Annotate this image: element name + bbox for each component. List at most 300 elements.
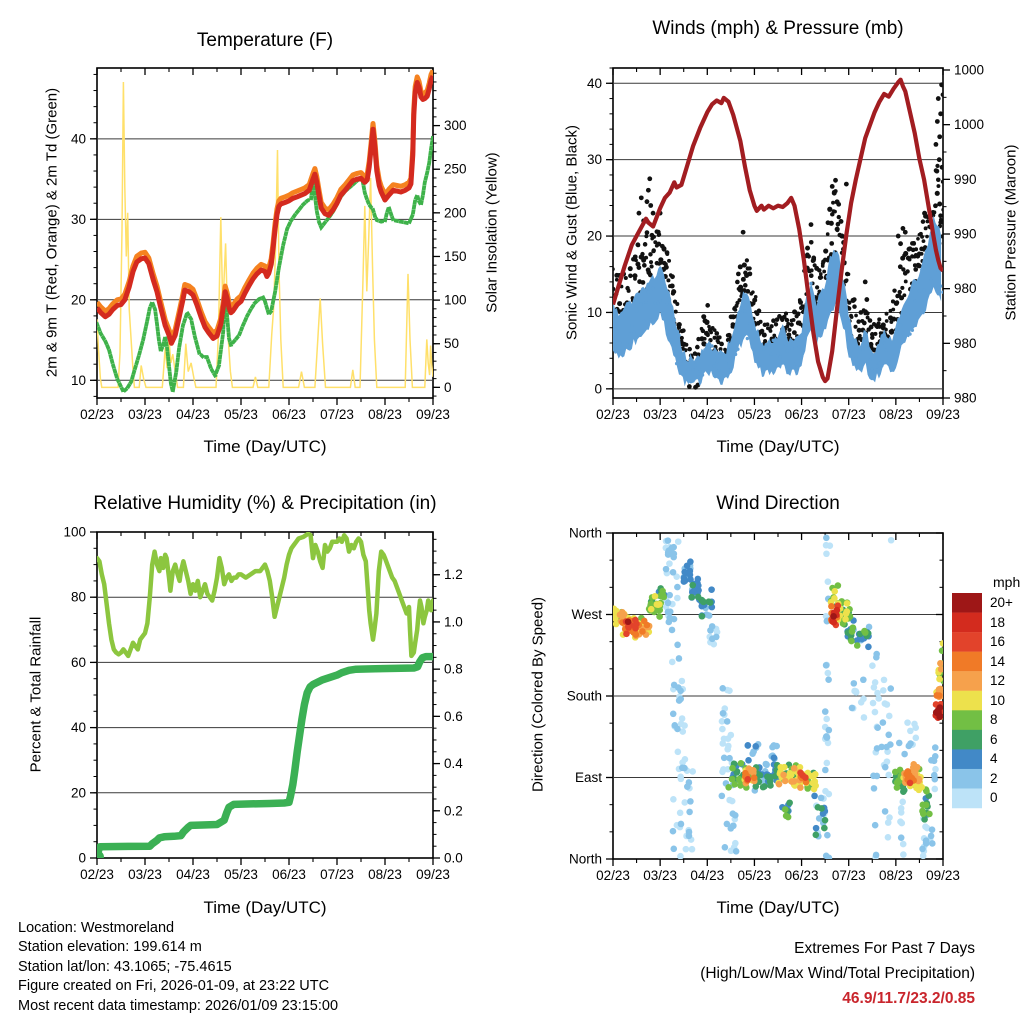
sonic-wind-dot <box>875 365 878 368</box>
wind-direction-dot <box>749 750 756 757</box>
rh-yr-ticklabel: 0.8 <box>444 661 463 677</box>
wind-direction-dot <box>767 782 774 789</box>
colorbar-block <box>952 691 982 711</box>
wind-direction-dot <box>633 631 640 638</box>
gust-outlier-dot <box>830 184 835 189</box>
gust-dot <box>743 283 748 288</box>
gust-dot <box>865 311 869 315</box>
wind-direction-dot <box>713 634 720 641</box>
gust-dot <box>787 328 791 332</box>
wind-direction-dot <box>898 809 905 816</box>
wind-direction-dot <box>760 784 767 791</box>
gust-dot <box>758 320 762 324</box>
gust-dot <box>695 345 700 350</box>
sonic-wind-dot <box>920 268 923 271</box>
gust-outlier-dot <box>844 182 849 187</box>
wind-direction-dot <box>683 846 690 853</box>
gust-outlier-dot <box>937 134 942 139</box>
gust-dot <box>916 237 920 241</box>
gust-dot <box>902 293 906 297</box>
wind-direction-dot <box>871 684 878 691</box>
gust-dot <box>617 301 622 306</box>
gust-dot <box>891 308 895 312</box>
wind-direction-dot <box>923 840 930 847</box>
sonic-wind-dot <box>684 370 687 373</box>
gust-dot <box>845 278 849 282</box>
rh-y-ticklabel: 20 <box>70 785 86 801</box>
gust-dot <box>674 310 678 314</box>
colorbar-block <box>952 749 982 769</box>
sonic-wind-dot <box>835 273 838 276</box>
wind-direction-dot <box>858 699 865 706</box>
wind-direction-dot <box>823 542 830 549</box>
gust-dot <box>936 177 941 182</box>
sonic-wind-dot <box>717 369 720 372</box>
wind-direction-dot <box>823 550 830 557</box>
wind-direction-dot <box>802 774 809 781</box>
sonic-wind-dot <box>899 323 902 326</box>
wdir-y-ticklabel: East <box>574 770 602 785</box>
wind-direction-dot <box>666 560 673 567</box>
gust-dot <box>913 267 918 272</box>
sonic-wind-dot <box>816 332 819 335</box>
gust-dot <box>670 283 675 288</box>
colorbar-label: 2 <box>990 770 998 786</box>
sonic-wind-dot <box>828 308 831 311</box>
wdir-y-ticklabel: North <box>568 525 602 541</box>
gust-dot <box>939 218 943 222</box>
wind-direction-dot <box>900 841 907 848</box>
sonic-wind-dot <box>894 338 897 341</box>
wind-direction-dot <box>763 761 770 768</box>
gust-dot <box>810 268 814 272</box>
wdir-y-ticklabel: North <box>568 851 602 867</box>
sonic-wind-dot <box>859 350 862 353</box>
wind-direction-dot <box>666 592 673 599</box>
wind-direction-dot <box>882 700 889 707</box>
wind-direction-dot <box>733 848 740 855</box>
gust-dot <box>632 273 637 278</box>
colorbar-block <box>952 789 982 809</box>
wind-direction-dot <box>831 588 838 595</box>
wind-direction-dot <box>670 846 677 853</box>
winds-x-ticklabel: 06/23 <box>784 407 819 422</box>
wind-direction-dot <box>688 594 695 601</box>
colorbar-label: 4 <box>990 751 998 767</box>
sonic-wind-dot <box>691 368 694 371</box>
wind-direction-dot <box>887 685 894 692</box>
colorbar-label: 14 <box>990 653 1006 669</box>
gust-dot <box>829 241 834 246</box>
wind-direction-dot <box>904 719 911 726</box>
wind-direction-dot <box>665 600 672 607</box>
gust-dot <box>920 252 924 256</box>
sonic-wind-dot <box>892 355 895 358</box>
gust-dot <box>856 319 861 324</box>
gust-dot <box>751 290 755 294</box>
gust-dot <box>925 235 929 239</box>
gust-dot <box>766 322 770 326</box>
gust-dot <box>921 219 925 223</box>
wdir-y-ticklabel: West <box>571 607 602 622</box>
rh-y-ticklabel: 100 <box>63 524 86 540</box>
sonic-wind-dot <box>673 318 676 321</box>
wind-direction-dot <box>842 616 849 623</box>
gust-dot <box>821 262 825 266</box>
wind-direction-dot <box>822 788 829 795</box>
wind-direction-dot <box>720 710 727 717</box>
sonic-wind-dot <box>913 299 916 302</box>
sonic-wind-dot <box>779 355 782 358</box>
wind-direction-dot <box>652 593 659 600</box>
wind-direction-dot <box>813 832 820 839</box>
sonic-wind-dot <box>703 348 706 351</box>
wind-direction-dot <box>931 776 938 783</box>
sonic-wind-dot <box>729 368 732 371</box>
extremes-title: Extremes For Past 7 Days <box>794 940 975 957</box>
wind-direction-dot <box>684 562 691 569</box>
extremes-values: 46.9/11.7/23.2/0.85 <box>842 990 975 1007</box>
wind-direction-dot <box>791 765 798 772</box>
sonic-wind-dot <box>663 284 666 287</box>
gust-dot <box>847 272 851 276</box>
sonic-wind-dot <box>842 299 845 302</box>
wind-direction-dot <box>730 810 737 817</box>
sonic-wind-dot <box>760 343 763 346</box>
wind-direction-dot <box>825 670 832 677</box>
wind-direction-dot <box>913 735 920 742</box>
wind-direction-dot <box>670 796 677 803</box>
sonic-wind-dot <box>630 324 633 327</box>
gust-dot <box>854 314 858 318</box>
sonic-wind-dot <box>722 372 725 375</box>
wind-direction-dot <box>900 851 907 858</box>
wind-direction-dot <box>898 820 905 827</box>
gust-dot <box>938 213 943 218</box>
station-latlon: Station lat/lon: 43.1065; -75.4615 <box>18 958 232 975</box>
gust-dot <box>885 312 889 316</box>
wind-direction-dot <box>873 651 880 658</box>
sonic-wind-dot <box>887 359 890 362</box>
wind-direction-dot <box>882 808 889 815</box>
gust-dot <box>737 298 741 302</box>
colorbar-block <box>952 710 982 730</box>
sonic-wind-dot <box>724 361 727 364</box>
winds-yr-ticklabel: 980 <box>954 335 977 351</box>
temperature-y-ticklabel: 40 <box>70 131 86 147</box>
sonic-wind-dot <box>911 329 914 332</box>
sonic-wind-dot <box>644 301 647 304</box>
wind-direction-dot <box>676 655 683 662</box>
wind-direction-dot <box>776 781 783 788</box>
sonic-wind-dot <box>642 319 645 322</box>
station-elevation: Station elevation: 199.614 m <box>18 939 202 956</box>
wind-direction-dot <box>826 855 833 862</box>
sonic-wind-dot <box>694 363 697 366</box>
wind-direction-dot <box>729 765 736 772</box>
gust-dot <box>650 264 654 268</box>
sonic-wind-dot <box>640 302 643 305</box>
gust-dot <box>827 207 832 212</box>
sonic-wind-dot <box>901 332 904 335</box>
temperature-x-ticklabel: 06/23 <box>272 407 306 422</box>
wind-direction-dot <box>928 757 935 764</box>
wind-direction-dot <box>936 676 943 683</box>
wind-direction-dot <box>619 609 626 616</box>
wind-direction-dot <box>751 775 758 782</box>
gust-dot <box>628 266 633 271</box>
gust-dot <box>769 324 773 328</box>
gust-dot <box>664 262 668 266</box>
sonic-wind-dot <box>880 364 883 367</box>
wind-direction-dot <box>931 786 938 793</box>
wind-direction-dot <box>830 613 837 620</box>
wind-direction-dot <box>767 774 774 781</box>
winds-yr-ticklabel: 990 <box>954 226 977 242</box>
data-timestamp: Most recent data timestamp: 2026/01/09 23:15:00 <box>18 997 339 1014</box>
gust-dot <box>735 280 740 285</box>
temperature-frame <box>97 68 433 398</box>
temperature-y-ticklabel: 20 <box>70 292 86 308</box>
wind-direction-dot <box>625 618 632 625</box>
wind-direction-dot <box>899 799 906 806</box>
gust-outlier-dot <box>646 188 651 193</box>
rh-yr-ticklabel: 1.2 <box>444 567 463 583</box>
wdir-x-ticklabel: 09/23 <box>926 868 960 883</box>
xaxis-label-rh-precip: Time (Day/UTC) <box>203 898 327 917</box>
gust-outlier-dot <box>937 157 942 162</box>
wind-direction-dot <box>822 767 829 774</box>
gust-dot <box>667 259 671 263</box>
sonic-wind-dot <box>849 349 852 352</box>
rh-yr-ticklabel: 0.4 <box>444 756 463 772</box>
wind-direction-dot <box>905 743 912 750</box>
wind-direction-dot <box>812 782 819 789</box>
sonic-wind-dot <box>647 290 650 293</box>
sonic-wind-dot <box>821 298 824 301</box>
temperature-yr-ticklabel: 0 <box>444 379 452 395</box>
gust-dot <box>811 256 816 261</box>
gust-dot <box>892 288 896 292</box>
gust-dot <box>852 297 857 302</box>
temperature-yr-ticklabel: 100 <box>444 292 467 308</box>
wind-direction-dot <box>824 734 831 741</box>
sonic-wind-dot <box>882 341 885 344</box>
wind-direction-dot <box>666 615 673 622</box>
sonic-wind-dot <box>666 302 669 305</box>
temperature-x-ticklabel: 09/23 <box>416 407 450 422</box>
wind-direction-dot <box>936 714 943 721</box>
wind-direction-dot <box>689 582 696 589</box>
sonic-wind-dot <box>635 310 638 313</box>
sonic-wind-dot <box>915 312 918 315</box>
gust-outlier-dot <box>639 195 644 200</box>
wind-direction-dot <box>660 592 667 599</box>
wind-direction-dot <box>729 798 736 805</box>
gust-dot <box>817 268 821 272</box>
gust-outlier-dot <box>863 279 868 284</box>
yaxis-label-wind-left: Sonic Wind & Gust (Blue, Black) <box>563 124 581 341</box>
wind-direction-dot <box>939 647 946 654</box>
wind-direction-dot <box>686 829 693 836</box>
wind-direction-dot <box>870 773 877 780</box>
wind-direction-dot <box>671 722 678 729</box>
winds-yr-ticklabel: 990 <box>954 171 977 187</box>
sonic-wind-dot <box>755 356 758 359</box>
wind-direction-dot <box>874 690 881 697</box>
wind-direction-dot <box>791 778 798 785</box>
wind-direction-dot <box>928 833 935 840</box>
wind-direction-dot <box>849 628 856 635</box>
wind-direction-dot <box>854 642 861 649</box>
rh-x-ticklabel: 08/23 <box>368 867 402 882</box>
sonic-wind-dot <box>908 332 911 335</box>
wind-direction-dot <box>878 744 885 751</box>
gust-dot <box>914 247 918 251</box>
gust-outlier-dot <box>647 176 652 181</box>
wind-direction-dot <box>675 538 682 545</box>
gust-dot <box>936 184 940 188</box>
wdir-x-ticklabel: 08/23 <box>878 868 913 883</box>
winds-yr-ticklabel: 1000 <box>954 62 985 78</box>
gust-dot <box>627 289 631 293</box>
sonic-wind-dot <box>623 309 626 312</box>
winds-x-ticklabel: 09/23 <box>926 407 960 422</box>
yaxis-label-temp-right: Solar Insolation (Yellow) <box>483 152 501 313</box>
wind-direction-dot <box>824 760 831 767</box>
wdir-x-ticklabel: 03/23 <box>643 868 678 883</box>
colorbar-labels <box>990 593 1013 808</box>
sonic-wind-dot <box>736 348 739 351</box>
wind-direction-dot <box>849 705 856 712</box>
wind-direction-dot <box>729 776 736 783</box>
wind-direction-dot <box>689 846 696 853</box>
wind-direction-dot <box>843 610 850 617</box>
colorbar-block <box>952 613 982 633</box>
wind-direction-dot <box>682 756 689 763</box>
sonic-wind-dot <box>668 298 671 301</box>
gust-dot <box>624 276 628 280</box>
wind-direction-dot <box>686 779 693 786</box>
gust-dot <box>746 289 751 294</box>
gust-outlier-dot <box>687 384 692 389</box>
wind-direction-dot <box>923 802 930 809</box>
wind-direction-dot <box>679 715 686 722</box>
winds-y-ticklabel: 10 <box>586 304 602 320</box>
sonic-wind-dot <box>689 380 692 383</box>
wind-direction-dot <box>921 816 928 823</box>
wind-direction-dot <box>695 594 702 601</box>
wind-direction-dot <box>665 537 672 544</box>
wind-direction-dot <box>825 676 832 683</box>
wind-direction-dot <box>722 844 729 851</box>
station-info <box>18 919 338 1016</box>
wind-direction-dot <box>674 595 681 602</box>
wind-direction-dot <box>675 749 682 756</box>
sonic-wind-dot <box>743 309 746 312</box>
wind-direction-dot <box>677 853 684 860</box>
sonic-wind-dot <box>776 351 779 354</box>
gust-outlier-dot <box>903 230 908 235</box>
solar-insolation-line <box>97 82 433 387</box>
temperature-x-ticklabel: 02/23 <box>80 407 114 422</box>
gust-dot <box>853 325 857 329</box>
sonic-wind-dot <box>802 334 805 337</box>
yaxis-label-rh-left: Percent & Total Rainfall <box>27 616 45 773</box>
rh-x-ticklabel: 06/23 <box>272 867 306 882</box>
wind-direction-dot <box>745 776 752 783</box>
wind-direction-dot <box>678 821 685 828</box>
rh-x-ticklabel: 03/23 <box>128 867 162 882</box>
sonic-wind-dot <box>927 264 930 267</box>
sonic-wind-dot <box>783 342 786 345</box>
gust-dot <box>941 180 945 184</box>
wind-direction-dot <box>825 578 832 585</box>
wind-direction-dot <box>797 770 804 777</box>
wind-direction-dot <box>785 814 792 821</box>
temperature-x-ticklabel: 08/23 <box>368 407 402 422</box>
gust-dot <box>652 235 656 239</box>
winds-x-ticklabel: 08/23 <box>878 407 913 422</box>
gust-dot <box>864 297 869 302</box>
gust-dot <box>640 252 644 256</box>
wind-direction-dot <box>860 676 867 683</box>
sonic-wind-dot <box>856 362 859 365</box>
colorbar-block <box>952 730 982 750</box>
wind-direction-dot <box>669 659 676 666</box>
sonic-wind-dot <box>868 358 871 361</box>
sonic-wind-dot <box>616 330 619 333</box>
gust-dot <box>905 269 909 273</box>
gust-dot <box>796 311 801 316</box>
wind-direction-dot <box>670 569 677 576</box>
gust-dot <box>742 263 747 268</box>
sonic-wind-dot <box>930 278 933 281</box>
wind-direction-dot <box>813 825 820 832</box>
sonic-wind-dot <box>925 250 928 253</box>
sonic-wind-dot <box>699 369 702 372</box>
gust-outlier-dot <box>809 222 814 227</box>
wind-direction-dot <box>709 623 716 630</box>
wind-direction-dot <box>670 828 677 835</box>
gust-dot <box>677 322 682 327</box>
colorbar-label: 12 <box>990 673 1006 689</box>
gust-dot <box>703 337 707 341</box>
gust-dot <box>862 321 867 326</box>
wind-direction-dot <box>689 768 696 775</box>
gust-dot <box>937 201 942 206</box>
wdir-x-ticklabel: 04/23 <box>690 868 725 883</box>
rh-x-ticklabel: 09/23 <box>416 867 450 882</box>
gust-dot <box>787 332 792 337</box>
sonic-wind-dot <box>800 354 803 357</box>
winds-y-ticklabel: 0 <box>594 381 602 397</box>
gust-dot <box>657 233 661 237</box>
temperature-yr-ticklabel: 300 <box>444 118 467 134</box>
panel-title-rh-precip: Relative Humidity (%) & Precipitation (in) <box>93 493 437 514</box>
wind-direction-dot <box>821 825 828 832</box>
wind-direction-dot <box>745 757 752 764</box>
gust-dot <box>882 324 886 328</box>
gust-dot <box>651 249 655 253</box>
gust-dot <box>877 321 881 325</box>
gust-dot <box>819 275 823 279</box>
sonic-wind-dot <box>739 335 742 338</box>
sonic-wind-dot <box>786 349 789 352</box>
gust-dot <box>762 332 767 337</box>
wind-direction-dot <box>623 631 630 638</box>
sonic-wind-dot <box>680 363 683 366</box>
